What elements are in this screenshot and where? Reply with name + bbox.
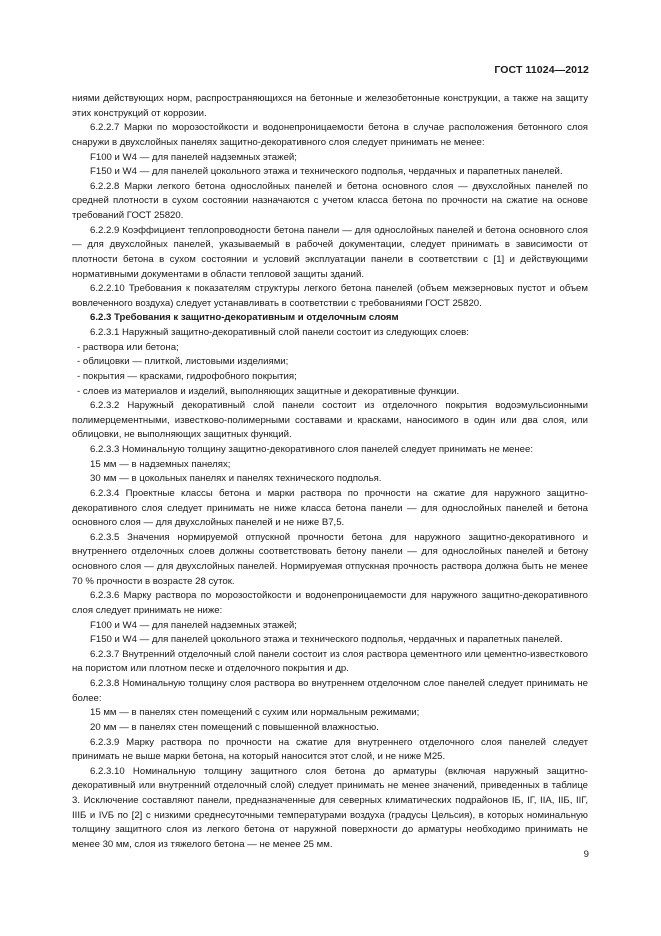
paragraph: 6.2.2.8 Марки легкого бетона однослойных панелей и бетона основного слоя — двухслойных панелей по средней плотности в сухом состоянии назначаются с учетом класса бетона по прочности на сжатие на основе требований ГОСТ 25820.: [72, 180, 588, 221]
paragraph: 6.2.3.8 Номинальную толщину слоя раствора во внутреннем отделочном слое панелей следует принимать не более:: [72, 678, 588, 704]
page-number: 9: [583, 849, 589, 860]
paragraph: F100 и W4 — для панелей надземных этажей;: [90, 151, 297, 163]
paragraph: 6.2.3.4 Проектные классы бетона и марки раствора по прочности на сжатие для наружного защитно-декоративного слоя следует принимать не ниже класса бетона панели — для однослойных панелей и бетона основного слоя — для двухслойных панелей и не ниже В7,5.: [72, 487, 588, 529]
paragraph: - облицовки — плиткой, листовыми изделиями;: [77, 356, 289, 368]
document-header: ГОСТ 11024—2012: [494, 64, 589, 76]
document-body: [72, 92, 588, 853]
paragraph: 15 мм — в надземных панелях;: [90, 458, 231, 470]
paragraph: - раствора или бетона;: [77, 341, 179, 353]
paragraph: 6.2.3.5 Значения нормируемой отпускной прочности бетона для наружного защитно-декоративного и внутреннего отделочных слоев должны соответствовать бетону панели — для однослойных панелей и бетону основного слоя — для двухслойных панелей. Нормируемая отпускная прочность раствора должна быть не менее 70 % прочности в возрасте 28 суток.: [72, 531, 588, 587]
paragraph: 6.2.3.9 Марку раствора по прочности на сжатие для внутреннего отделочного слоя панелей следует принимать не выше марки бетона, на который наносится этот слой, и не ниже М25.: [72, 736, 588, 763]
paragraph: - слоев из материалов и изделий, выполняющих защитные и декоративные функции.: [77, 385, 460, 397]
paragraph: 6.2.2.10 Требования к показателям структуры легкого бетона панелей (объем межзерновых пустот и объем вовлеченного воздуха) следует устанавливать в соответствии с требованиями ГОСТ 25820.: [72, 283, 588, 309]
paragraph: ниями действующих норм, распространяющихся на бетонные и железобетонные конструкции, а также на защиту этих конструкций от коррозии.: [72, 93, 588, 119]
paragraph: 6.2.3.6 Марку раствора по морозостойкости и водонепроницаемости для наружного защитно-декоративного слоя следует принимать не ниже:: [72, 590, 588, 616]
paragraph: 6.2.3.7 Внутренний отделочный слой панели состоит из слоя раствора цементного или цементно-известкового на пористом или плотном песке и отделочного покрытия и др.: [72, 648, 588, 675]
paragraph: F150 и W4 — для панелей цокольного этажа и технического подполья, чердачных и парапетных панелей.: [90, 166, 563, 178]
paragraph: 30 мм — в цокольных панелях и панелях технического подполья.: [90, 473, 382, 485]
paragraph: 6.2.3.10 Номинальную толщину защитного слоя бетона до арматуры (включая наружный защитно-декоративный или внутренний отделочный слой) следует принимать не менее значений, приведенных в таблице 3. Исключение составляют панели, предназначенные для северных климатических подрайонов IБ, IГ, IIА, IIБ, IIГ, IIIБ и IVБ по [2] с низкими среднесуточными температурами воздуха (градусы Цельсия), в которых номинальную толщину защитного слоя из легкого бетона от наружной поверхности до арматуры необходимо принимать не менее 30 мм, слоя из тяжелого бетона — не менее 25 мм.: [72, 765, 588, 850]
paragraph: 20 мм — в панелях стен помещений с повышенной влажностью.: [90, 721, 379, 733]
paragraph: F100 и W4 — для панелей надземных этажей;: [90, 619, 297, 631]
paragraph: 15 мм — в панелях стен помещений с сухим или нормальным режимами;: [90, 707, 420, 719]
paragraph: F150 и W4 — для панелей цокольного этажа и технического подполья, чердачных и парапетных панелей.: [90, 634, 563, 646]
paragraph: 6.2.3.3 Номинальную толщину защитно-декоративного слоя панелей следует принимать не менее:: [90, 444, 534, 455]
paragraph: 6.2.2.9 Коэффициент теплопроводности бетона панели — для однослойных панелей и бетона основного слоя — для двухслойных панелей, указываемый в рабочей документации, следует принимать в зависимости от плотности бетона в сухом состоянии и условий эксплуатации панели в соответствии с [1] и действующими нормативными документами в области тепловой защиты зданий.: [72, 224, 588, 280]
paragraph: 6.2.2.7 Марки по морозостойкости и водонепроницаемости бетона в случае расположения бетонного слоя снаружи в двухслойных панелях защитно-декоративного слоя следует принимать не менее:: [72, 122, 588, 148]
paragraph: 6.2.3.1 Наружный защитно-декоративный слой панели состоит из следующих слоев:: [90, 327, 469, 338]
paragraph: 6.2.3.2 Наружный декоративный слой панели состоит из отделочного покрытия водоэмульсионными полимерцементными, известково-полимерными составами и красками, наносимого в один или два слоя, или облицовки, не выполняющих защитных функций.: [72, 400, 588, 441]
paragraph: - покрытия — красками, гидрофобного покрытия;: [77, 370, 297, 382]
section-heading: 6.2.3 Требования к защитно-декоративным и отделочным слоям: [90, 312, 399, 324]
